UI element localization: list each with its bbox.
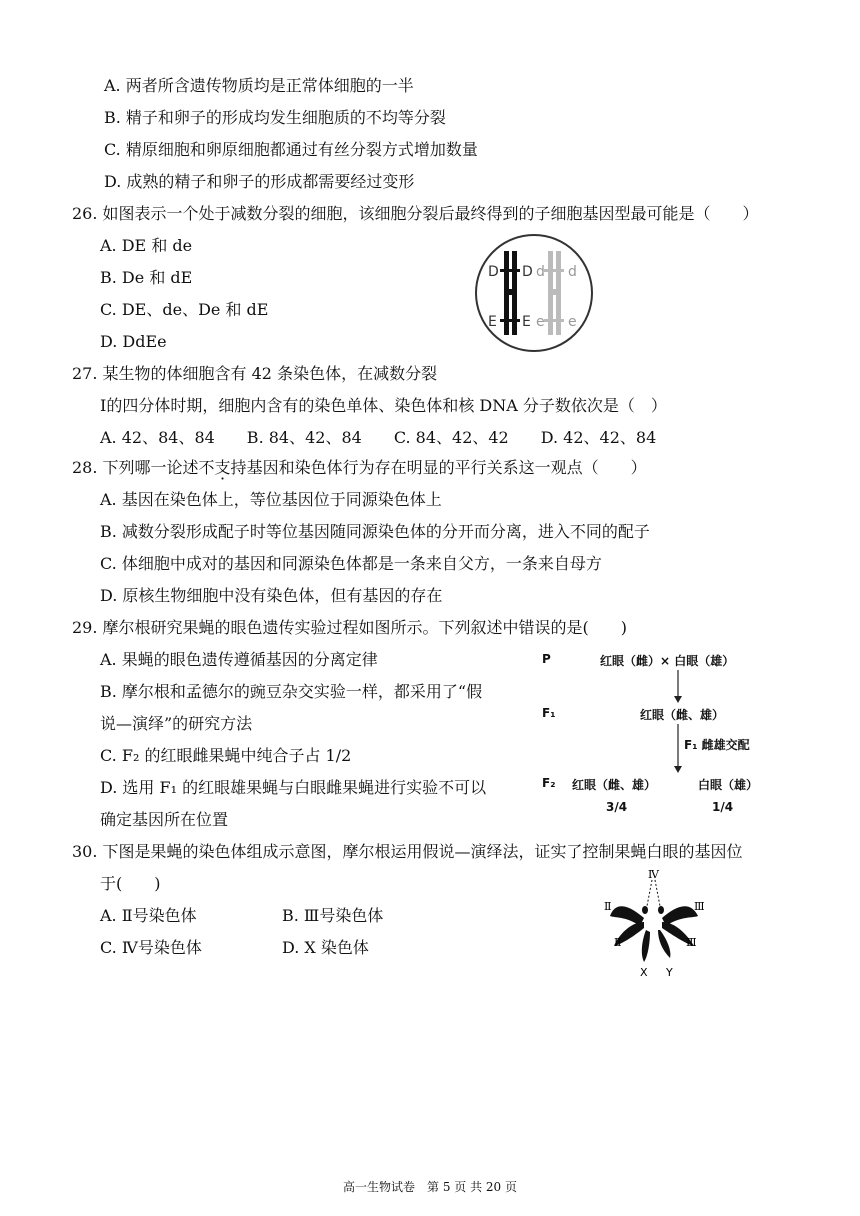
- page-footer: 高一生物试卷 第 5 页 共 20 页: [343, 1180, 517, 1194]
- q29-option-b-line2: 说—演绎”的研究方法: [100, 714, 253, 733]
- q28-option-a: A. 基因在染色体上，等位基因位于同源染色体上: [100, 490, 442, 509]
- q26-option-d: D. DdEe: [100, 332, 167, 351]
- q30-stem-line2: 于( ): [100, 874, 161, 893]
- q29-option-d-line1: D. 选用 F₁ 的红眼雄果蝇与白眼雌果蝇进行实验不可以: [100, 778, 487, 797]
- q30-stem-line1: 30. 下图是果蝇的染色体组成示意图，摩尔根运用假说—演绎法，证实了控制果蝇白眼的基因位: [72, 842, 743, 861]
- q29-stem: 29. 摩尔根研究果蝇的眼色遗传实验过程如图所示。下列叙述中错误的是( ): [72, 618, 628, 637]
- f2-white-phenotype: 白眼（雄）: [698, 778, 759, 792]
- f1-phenotype: 红眼（雌、雄）: [640, 708, 725, 722]
- allele-label: E: [522, 314, 531, 330]
- cell-division-figure: [472, 233, 596, 353]
- q30-option-d: D. X 染色体: [282, 938, 369, 957]
- q25-option-b: B. 精子和卵子的形成均发生细胞质的不均等分裂: [104, 108, 446, 127]
- q27-stem-line1: 27. 某生物的体细胞含有 42 条染色体，在减数分裂: [72, 364, 438, 383]
- fruit-fly-karyotype-figure: [600, 866, 710, 978]
- arrow-down-icon: [673, 670, 683, 704]
- q26-option-b: B. De 和 dE: [100, 268, 193, 287]
- chromosome-label: X: [640, 966, 648, 978]
- arrow-down-icon: [673, 724, 683, 774]
- q30-option-a: A. Ⅱ号染色体: [100, 906, 197, 925]
- q30-option-b: B. Ⅲ号染色体: [282, 906, 384, 925]
- q26-option-c: C. DE、de、De 和 dE: [100, 300, 269, 319]
- f2-red-phenotype: 红眼（雌、雄）: [572, 778, 657, 792]
- generation-f2-label: F₂: [542, 776, 556, 790]
- q28-stem-post: 基因和染色体行为存在明显的平行关系这一观点（ ）: [246, 458, 647, 477]
- chromosome-label: Ⅱ: [614, 936, 622, 949]
- q28-stem-emphasis: 不支持: [198, 458, 247, 477]
- generation-p-label: P: [542, 652, 551, 666]
- q26-option-a: A. DE 和 de: [100, 236, 193, 255]
- chromosome-label: Y: [666, 966, 673, 978]
- eye-color-cross-diagram: [540, 648, 790, 818]
- q28-option-b: B. 减数分裂形成配子时等位基因随同源染色体的分开而分离，进入不同的配子: [100, 522, 650, 541]
- f2-white-ratio: 1/4: [712, 800, 734, 814]
- f1-mating-label: F₁ 雌雄交配: [684, 738, 750, 752]
- q29-option-c: C. F₂ 的红眼雌果蝇中纯合子占 1/2: [100, 746, 352, 765]
- q25-option-d: D. 成熟的精子和卵子的形成都需要经过变形: [104, 172, 415, 191]
- chromosome-label: Ⅳ: [648, 868, 659, 881]
- q29-option-a: A. 果蝇的眼色遗传遵循基因的分离定律: [100, 650, 378, 669]
- q25-option-c: C. 精原细胞和卵原细胞都通过有丝分裂方式增加数量: [104, 140, 478, 159]
- q27-stem-line2: Ⅰ的四分体时期，细胞内含有的染色单体、染色体和核 DNA 分子数依次是（ ）: [100, 396, 667, 415]
- q28-option-d: D. 原核生物细胞中没有染色体，但有基因的存在: [100, 586, 443, 605]
- q30-option-c: C. Ⅳ号染色体: [100, 938, 202, 957]
- allele-label: D: [488, 264, 499, 280]
- allele-label: d: [536, 264, 545, 280]
- q27-options: A. 42、84、84 B. 84、42、84 C. 84、42、42 D. 42、42、84: [100, 428, 657, 447]
- generation-f1-label: F₁: [542, 706, 556, 720]
- allele-label: e: [568, 314, 577, 330]
- f2-red-ratio: 3/4: [606, 800, 628, 814]
- chromosome-label: Ⅲ: [694, 900, 705, 913]
- q26-stem: 26. 如图表示一个处于减数分裂的细胞，该细胞分裂后最终得到的子细胞基因型最可能是（ ）: [72, 204, 759, 223]
- chromosome-label: Ⅲ: [686, 936, 697, 949]
- parental-cross: 红眼（雌）× 白眼（雄）: [600, 654, 735, 668]
- q28-option-c: C. 体细胞中成对的基因和同源染色体都是一条来自父方，一条来自母方: [100, 554, 602, 573]
- allele-label: e: [536, 314, 545, 330]
- q29-option-d-line2: 确定基因所在位置: [100, 810, 229, 829]
- allele-label: d: [568, 264, 577, 280]
- q25-option-a: A. 两者所含遗传物质均是正常体细胞的一半: [104, 76, 414, 95]
- chromosome-label: Ⅱ: [604, 900, 612, 913]
- allele-label: E: [488, 314, 497, 330]
- allele-label: D: [522, 264, 533, 280]
- q28-stem: [72, 458, 647, 478]
- q29-option-b-line1: B. 摩尔根和孟德尔的豌豆杂交实验一样，都采用了“假: [100, 682, 483, 701]
- q28-stem-pre: 28. 下列哪一论述: [72, 458, 199, 477]
